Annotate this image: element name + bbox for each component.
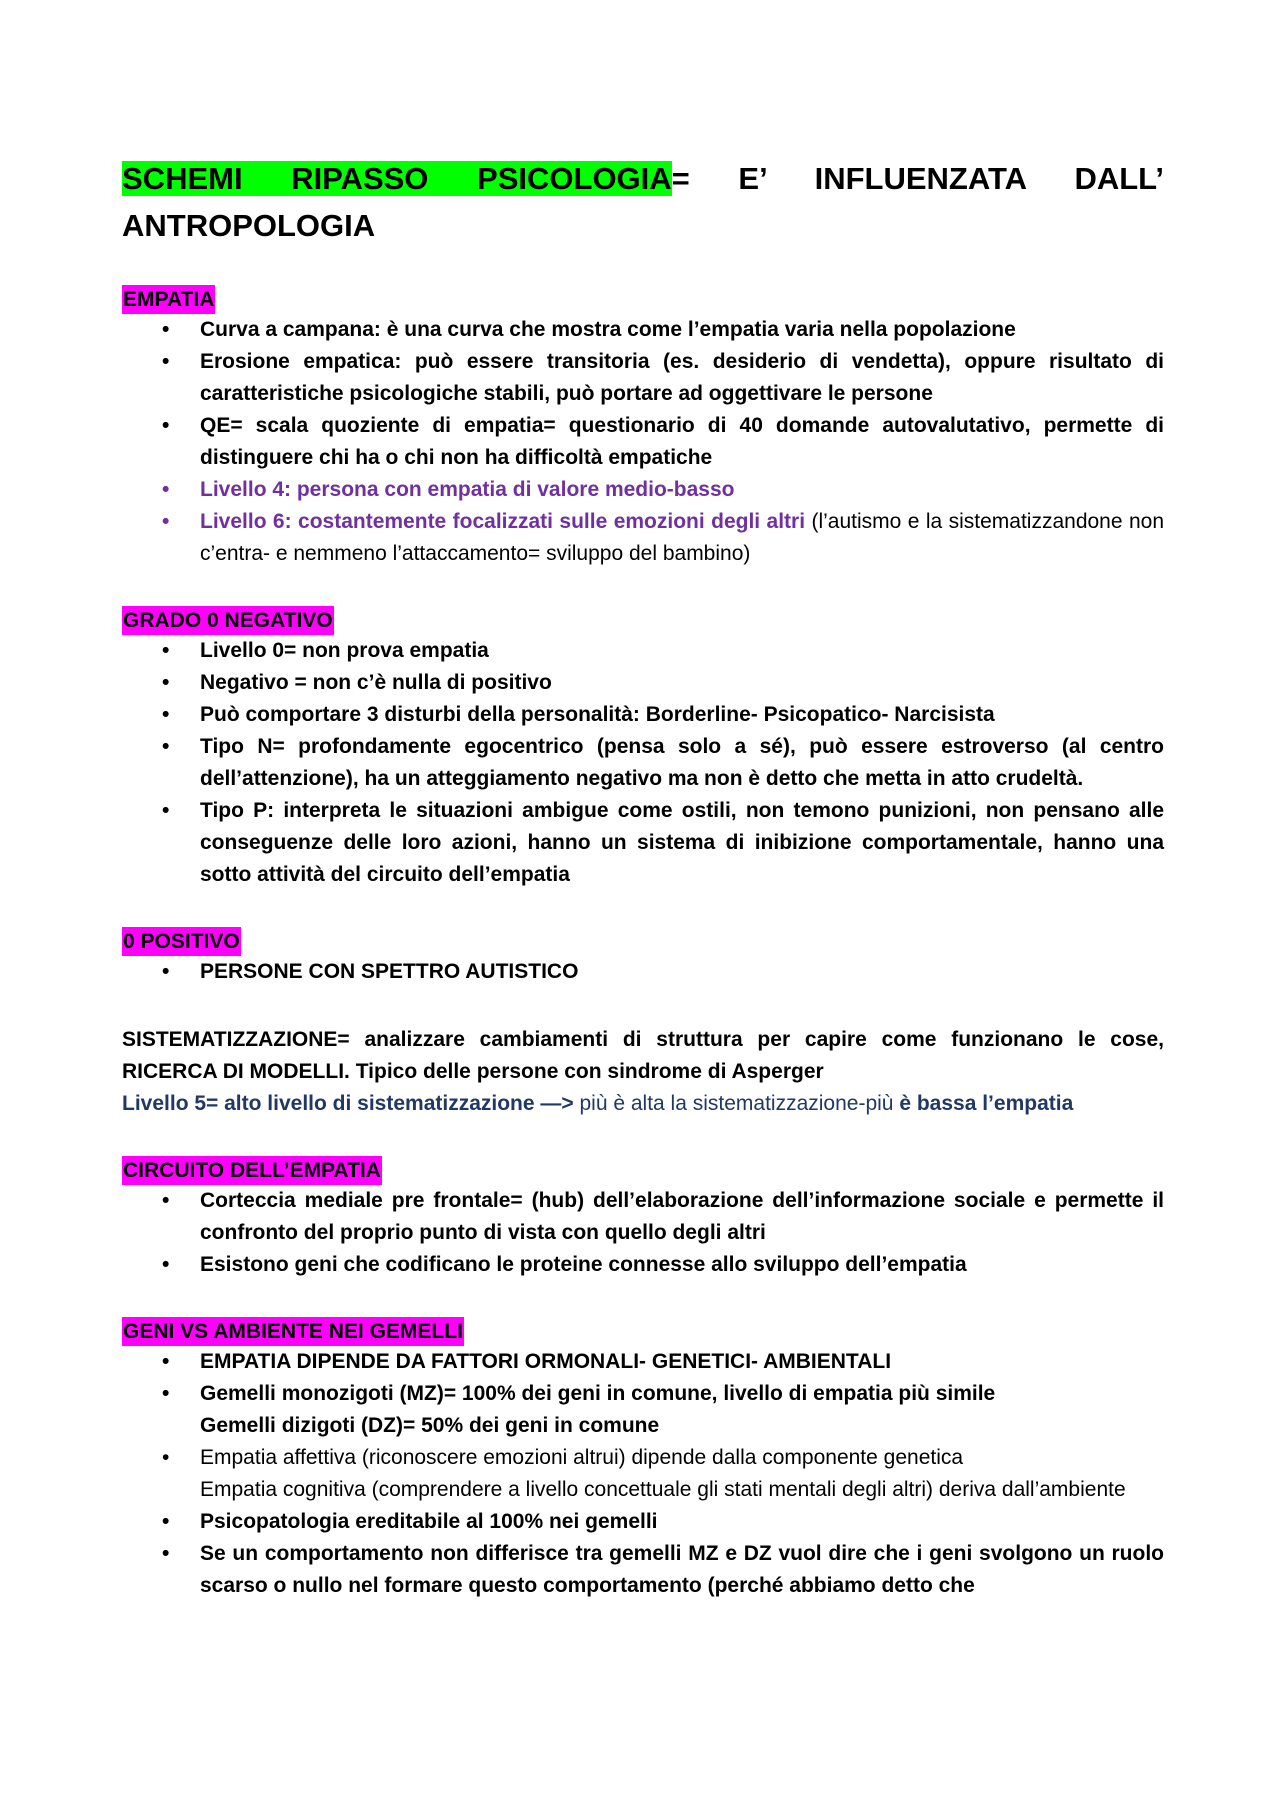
section-heading: EMPATIA: [122, 285, 215, 314]
list-item: • Livello 4: persona con empatia di valore medio-basso: [122, 474, 1164, 506]
bullet-icon: •: [162, 1189, 170, 1212]
section-0-positivo: [122, 927, 1164, 988]
section-heading: CIRCUITO DELL’EMPATIA: [122, 1156, 382, 1185]
list-item: • Livello 0= non prova empatia: [122, 635, 1164, 667]
bullet-icon: •: [162, 478, 170, 501]
list-item: • EMPATIA DIPENDE DA FATTORI ORMONALI- GENETICI- AMBIENTALI: [122, 1346, 1164, 1378]
section-geni-vs-ambiente: [122, 1317, 1164, 1602]
section-grado-0-negativo: [122, 606, 1164, 891]
bullet-icon: •: [162, 1510, 170, 1533]
bullet-list: [122, 1346, 1164, 1602]
bullet-icon: •: [162, 318, 170, 341]
list-item: • Erosione empatica: può essere transitoria (es. desiderio di vendetta), oppure risultato di caratteristiche psicologiche stabili, può portare ad oggettivare le persone: [122, 346, 1164, 410]
page-title: [122, 155, 1164, 249]
title-highlight: SCHEMI RIPASSO PSICOLOGIA: [122, 161, 672, 196]
bullet-list: [122, 314, 1164, 570]
bullet-icon: •: [162, 960, 170, 983]
list-item: • Empatia affettiva (riconoscere emozioni altrui) dipende dalla componente genetica Empatia cognitiva (comprendere a livello concettuale gli stati mentali degli altri) deriva dall’ambiente: [122, 1442, 1164, 1506]
list-item: • Tipo P: interpreta le situazioni ambigue come ostili, non temono punizioni, non pensano alle conseguenze delle loro azioni, hanno un sistema di inibizione comportamentale, hanno una sotto attività del circuito dell’empatia: [122, 795, 1164, 891]
list-item: • Gemelli monozigoti (MZ)= 100% dei geni in comune, livello di empatia più simile Gemelli dizigoti (DZ)= 50% dei geni in comune: [122, 1378, 1164, 1442]
list-item: • QE= scala quoziente di empatia= questionario di 40 domande autovalutativo, permette di distinguere chi ha o chi non ha difficoltà empatiche: [122, 410, 1164, 474]
bullet-icon: •: [162, 799, 170, 822]
list-item: • Può comportare 3 disturbi della personalità: Borderline- Psicopatico- Narcisista: [122, 699, 1164, 731]
section-empatia: [122, 285, 1164, 570]
list-item: • Livello 6: costantemente focalizzati sulle emozioni degli altri (l’autismo e la sistematizzandone non c’entra- e nemmeno l’attaccamento= sviluppo del bambino): [122, 506, 1164, 570]
bullet-icon: •: [162, 1253, 170, 1276]
document-content: [122, 155, 1164, 1602]
list-item: • Corteccia mediale pre frontale= (hub) dell’elaborazione dell’informazione sociale e permette il confronto del proprio punto di vista con quello degli altri: [122, 1185, 1164, 1249]
bullet-list: [122, 635, 1164, 891]
bullet-icon: •: [162, 1542, 170, 1565]
bullet-icon: •: [162, 350, 170, 373]
bullet-icon: •: [162, 639, 170, 662]
bullet-icon: •: [162, 671, 170, 694]
section-sistematizzazione: [122, 1024, 1164, 1120]
section-heading: GENI VS AMBIENTE NEI GEMELLI: [122, 1317, 464, 1346]
list-item: • Se un comportamento non differisce tra gemelli MZ e DZ vuol dire che i geni svolgono un ruolo scarso o nullo nel formare questo comportamento (perché abbiamo detto che: [122, 1538, 1164, 1602]
bullet-list: [122, 1185, 1164, 1281]
list-item: • PERSONE CON SPETTRO AUTISTICO: [122, 956, 1164, 988]
bullet-icon: •: [162, 703, 170, 726]
bullet-icon: •: [162, 1382, 170, 1405]
bullet-icon: •: [162, 735, 170, 758]
list-item: • Psicopatologia ereditabile al 100% nei gemelli: [122, 1506, 1164, 1538]
bullet-list: [122, 956, 1164, 988]
list-item: • Negativo = non c’è nulla di positivo: [122, 667, 1164, 699]
title-rest: = E’ INFLUENZATA DALL’ ANTROPOLOGIA: [122, 161, 1164, 243]
section-heading: 0 POSITIVO: [122, 927, 241, 956]
list-item: • Esistono geni che codificano le proteine connesse allo sviluppo dell’empatia: [122, 1249, 1164, 1281]
section-circuito-empatia: [122, 1156, 1164, 1281]
bullet-icon: •: [162, 414, 170, 437]
paragraph-livello-5: Livello 5= alto livello di sistematizzazione —> più è alta la sistematizzazione-più è bassa l’empatia: [122, 1092, 1074, 1115]
list-item: • Curva a campana: è una curva che mostra come l’empatia varia nella popolazione: [122, 314, 1164, 346]
section-heading: GRADO 0 NEGATIVO: [122, 606, 334, 635]
list-item: • Tipo N= profondamente egocentrico (pensa solo a sé), può essere estroverso (al centro dell’attenzione), ha un atteggiamento negativo ma non è detto che metta in atto crudeltà.: [122, 731, 1164, 795]
paragraph: SISTEMATIZZAZIONE= analizzare cambiamenti di struttura per capire come funzionano le cose, RICERCA DI MODELLI. Tipico delle persone con sindrome di Asperger: [122, 1028, 1164, 1083]
bullet-icon: •: [162, 510, 170, 533]
bullet-icon: •: [162, 1350, 170, 1373]
bullet-icon: •: [162, 1446, 170, 1469]
